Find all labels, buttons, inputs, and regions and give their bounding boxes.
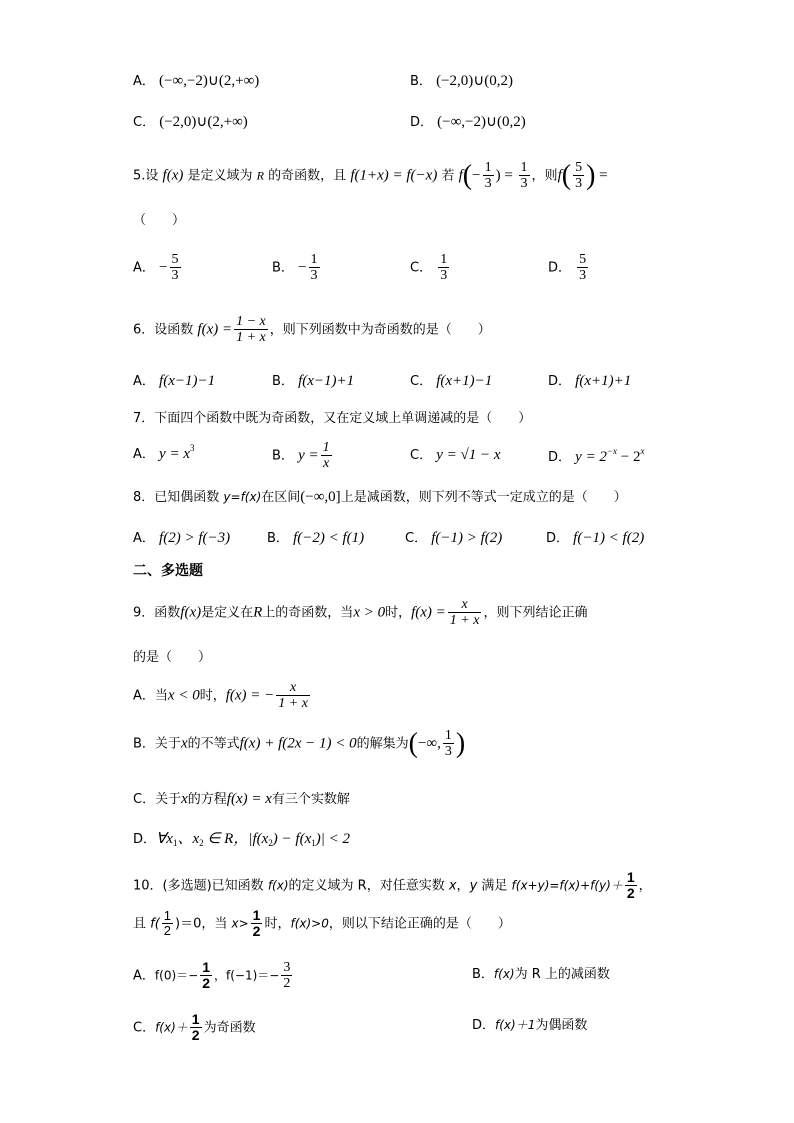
text: 的定义域为 R，对任意实数: [288, 878, 449, 894]
text: 8．已知偶函数: [133, 490, 224, 505]
option-label: A．: [133, 374, 155, 389]
q5-blank: （ ）: [133, 213, 186, 228]
text: 的解集为: [356, 736, 409, 752]
option-label: A．: [133, 688, 155, 704]
math: f(x): [180, 604, 202, 621]
math: (−∞,0]: [300, 489, 341, 505]
option-text: f(−1) > f(2): [431, 530, 503, 546]
text: 在区间: [261, 490, 301, 505]
superscript: −x: [606, 446, 618, 456]
q10-stem: [133, 870, 652, 902]
fraction: $\frac{5}{3}$: [575, 160, 583, 192]
q6-option-d: [548, 372, 631, 390]
option-text: f(−1) < f(2): [573, 530, 645, 546]
subscript: 1: [172, 838, 178, 848]
option-label: C．: [410, 448, 433, 463]
q5-option-b: [272, 252, 322, 284]
fraction: $\frac{1 - x}{1 + x}$: [236, 314, 266, 346]
option-label: A．: [133, 74, 155, 89]
math: y=f(x): [223, 490, 262, 504]
option-text: (−∞,−2)∪(2,+∞): [159, 73, 260, 89]
math: x: [180, 735, 188, 752]
math: f(x) = x: [226, 791, 272, 807]
math: f(: [150, 916, 160, 932]
math: f(x)＋1: [495, 1018, 536, 1032]
option-text: f(−2) < f(1): [293, 530, 365, 546]
q7-option-a: [133, 443, 194, 463]
q8-stem: [133, 488, 627, 506]
math: ) =: [495, 167, 517, 184]
q7-stem: 7．下面四个函数中既为奇函数，又在定义域上单调递减的是（ ）: [133, 411, 532, 426]
subscript: 2: [268, 838, 273, 848]
option-text: y = 2: [575, 449, 607, 465]
math: −: [298, 259, 307, 276]
text: 的不等式: [187, 736, 240, 752]
text: 时，: [264, 916, 291, 932]
option-label: A．: [133, 447, 155, 462]
option-label: C．: [133, 792, 156, 807]
option-label: A．: [133, 531, 155, 546]
option-label: B．: [410, 74, 432, 89]
text: 当: [154, 688, 168, 704]
option-label: D．: [133, 832, 157, 847]
math: x < 0: [167, 687, 200, 704]
math: )| < 2: [315, 831, 350, 847]
text: 为奇函数: [203, 1020, 256, 1036]
math: ，f(−1)＝−: [213, 968, 280, 983]
option-text: f(x−1)+1: [298, 373, 355, 389]
math: ): [455, 727, 466, 759]
fraction: $\frac{5}{3}$: [579, 252, 587, 284]
option-text: (−2,0)∪(2,+∞): [159, 114, 248, 130]
math: f(x) =: [197, 321, 233, 338]
superscript: 3: [189, 443, 195, 453]
option-label: D．: [548, 450, 572, 465]
text: 若: [441, 168, 455, 184]
text: 是定义域为: [187, 168, 253, 184]
option-text: f(2) > f(−3): [159, 530, 231, 546]
math: f(x) =: [411, 604, 446, 621]
text: 且: [133, 916, 151, 932]
option-label: D．: [546, 531, 570, 546]
math: f(0)＝−: [154, 968, 199, 983]
option-label: B．: [472, 967, 494, 982]
q10-option-a: [133, 960, 294, 992]
q5-option-c: [410, 252, 451, 284]
math: f(x) = −: [225, 687, 275, 704]
text: ，则: [531, 168, 558, 184]
text: 关于: [155, 792, 182, 807]
option-label: C．: [405, 531, 428, 546]
q9-option-b: [133, 728, 465, 760]
text: ，则下列结论正确: [483, 605, 588, 621]
math: x: [448, 878, 457, 894]
math: f(x): [162, 167, 184, 184]
q4-option-a: [133, 72, 259, 90]
math: f(x): [267, 878, 289, 893]
text: ，则下列函数中为奇函数的是（ ）: [269, 322, 491, 338]
text: 时，: [199, 688, 226, 704]
math: −: [472, 167, 481, 184]
q6-option-b: [272, 372, 354, 390]
math: f(x+y)=f(x)+f(y)＋: [511, 878, 623, 893]
option-text: y = x: [159, 446, 190, 462]
option-label: B．: [272, 374, 294, 389]
text: 为 R 上的减函数: [514, 967, 610, 982]
option-label: C．: [133, 1020, 156, 1036]
text: 满足: [477, 878, 512, 894]
fraction: $\frac{5}{3}$: [171, 252, 179, 284]
option-label: D．: [410, 115, 434, 130]
text: 上的奇函数，当: [262, 605, 354, 621]
math: 、x: [177, 831, 200, 847]
math: =: [595, 167, 608, 184]
option-text: f(x+1)−1: [436, 373, 493, 389]
q10-stem-cont: [133, 908, 511, 940]
option-label: B．: [133, 736, 155, 752]
fraction: $\frac{1}{3}$: [484, 160, 492, 192]
fraction: $\frac{1}{2}$: [626, 869, 635, 902]
q6-option-c: [410, 372, 492, 390]
option-label: D．: [548, 374, 572, 389]
text: 6．设函数: [133, 322, 194, 338]
math: f(x)>0: [290, 916, 329, 931]
fraction: $\frac{1}{3}$: [520, 160, 528, 192]
superscript: x: [640, 446, 645, 456]
option-label: B．: [267, 531, 289, 546]
math: f: [557, 167, 562, 184]
q8-option-d: [546, 529, 644, 547]
fraction: $\frac{1}{3}$: [440, 252, 448, 284]
text: 10．(多选题)已知函数: [133, 878, 268, 894]
option-label: C．: [133, 115, 156, 130]
math: ) − f(x: [272, 831, 312, 847]
fraction: $\frac{1}{2}$: [191, 1011, 200, 1044]
q9-option-a: [133, 680, 312, 712]
subscript: 1: [311, 838, 316, 848]
fraction: $\frac{1}{2}$: [202, 959, 210, 992]
option-text: y =: [298, 447, 319, 464]
math: x>: [231, 916, 249, 931]
math: R: [253, 604, 263, 621]
q5-stem: 5.设 f(x) 是定义域为 R 的奇函数，且 f(1+x) = f(−x) 若 f(− $\frac{1}{3}$ ) = $\frac{1}{3}$ ，则f( $\frac{5}{3}$ ) =: [133, 159, 608, 192]
option-text: f(x−1)−1: [159, 373, 216, 389]
text: 5.设: [133, 168, 159, 184]
option-label: C．: [410, 374, 433, 389]
q8-option-a: [133, 529, 230, 547]
math: f(1+x) = f(−x): [350, 167, 438, 184]
text: 关于: [154, 736, 181, 752]
math: −∞,: [417, 735, 441, 752]
math: f: [458, 167, 463, 184]
q6-stem: [133, 314, 491, 346]
q10-option-b: [472, 967, 610, 983]
section-title: 二、多选题: [133, 563, 203, 579]
math: x > 0: [353, 604, 386, 621]
q7-option-c: [410, 446, 501, 464]
text: 时，: [385, 605, 412, 621]
text: 的奇函数，且: [268, 168, 347, 184]
text: 为偶函数: [535, 1018, 588, 1033]
text: ，: [456, 878, 470, 894]
q4-option-d: [410, 113, 526, 131]
math: x: [181, 791, 188, 807]
q9-stem-cont: 的是（ ）: [133, 650, 212, 665]
math: ∀x: [156, 831, 173, 847]
text: 是定义在: [201, 605, 254, 621]
q8-option-c: [405, 529, 502, 547]
fraction: $\frac{1}{x}$: [322, 440, 330, 472]
q9-option-c: [133, 790, 350, 808]
math: f(x)＋: [155, 1020, 188, 1035]
q7-option-d: [548, 446, 644, 466]
math: − 2: [617, 449, 641, 465]
fraction: $\frac{1}{2}$: [252, 907, 261, 940]
text: ，: [638, 878, 652, 894]
option-label: D．: [548, 260, 572, 276]
math: f(x) + f(2x − 1) < 0: [239, 735, 357, 752]
option-label: A．: [133, 968, 155, 984]
math: R: [256, 168, 265, 183]
option-label: A．: [133, 260, 155, 276]
q9-stem: [133, 597, 587, 629]
fraction: $\frac{1}{3}$: [310, 252, 318, 284]
q7-option-b: [272, 440, 334, 472]
math: f(x): [493, 967, 515, 981]
math: |f(x: [248, 831, 269, 847]
q8-option-b: [267, 529, 364, 547]
q5-option-d: [548, 252, 590, 284]
fraction: $\frac{x}{1 + x}$: [278, 680, 308, 712]
fraction: $\frac{x}{1 + x}$: [449, 597, 480, 629]
option-text: f(x+1)+1: [575, 373, 632, 389]
q4-option-b: [410, 72, 513, 90]
fraction: $\frac{1}{3}$: [444, 728, 452, 760]
option-text: (−∞,−2)∪(0,2): [437, 114, 526, 130]
math: y: [469, 878, 478, 894]
fraction: $\frac{1}{2}$: [163, 908, 172, 939]
option-label: C．: [410, 260, 433, 276]
text: 9．函数: [133, 605, 181, 621]
option-text: y = √1 − x: [436, 447, 501, 463]
text: 有三个实数解: [271, 792, 350, 807]
q5-option-a: [133, 252, 183, 284]
math: −: [159, 259, 168, 276]
q6-option-a: [133, 372, 215, 390]
subscript: 2: [199, 838, 204, 848]
fraction: $\frac{3}{2}$: [283, 960, 291, 992]
option-text: (−2,0)∪(0,2): [436, 73, 513, 89]
option-label: B．: [272, 260, 294, 276]
q4-option-c: [133, 113, 248, 131]
text: )＝0，当: [175, 916, 232, 932]
q10-option-d: [472, 1018, 587, 1034]
option-label: B．: [272, 448, 294, 464]
q10-option-c: [133, 1012, 256, 1044]
text: 的方程: [187, 792, 227, 807]
q9-option-d: [133, 830, 350, 849]
text: ，则以下结论正确的是（ ）: [328, 916, 511, 932]
math: (: [408, 727, 418, 759]
option-label: D．: [472, 1018, 496, 1033]
math: ∈ R，: [203, 831, 249, 847]
text: 上是减函数，则下列不等式一定成立的是（ ）: [340, 490, 627, 505]
